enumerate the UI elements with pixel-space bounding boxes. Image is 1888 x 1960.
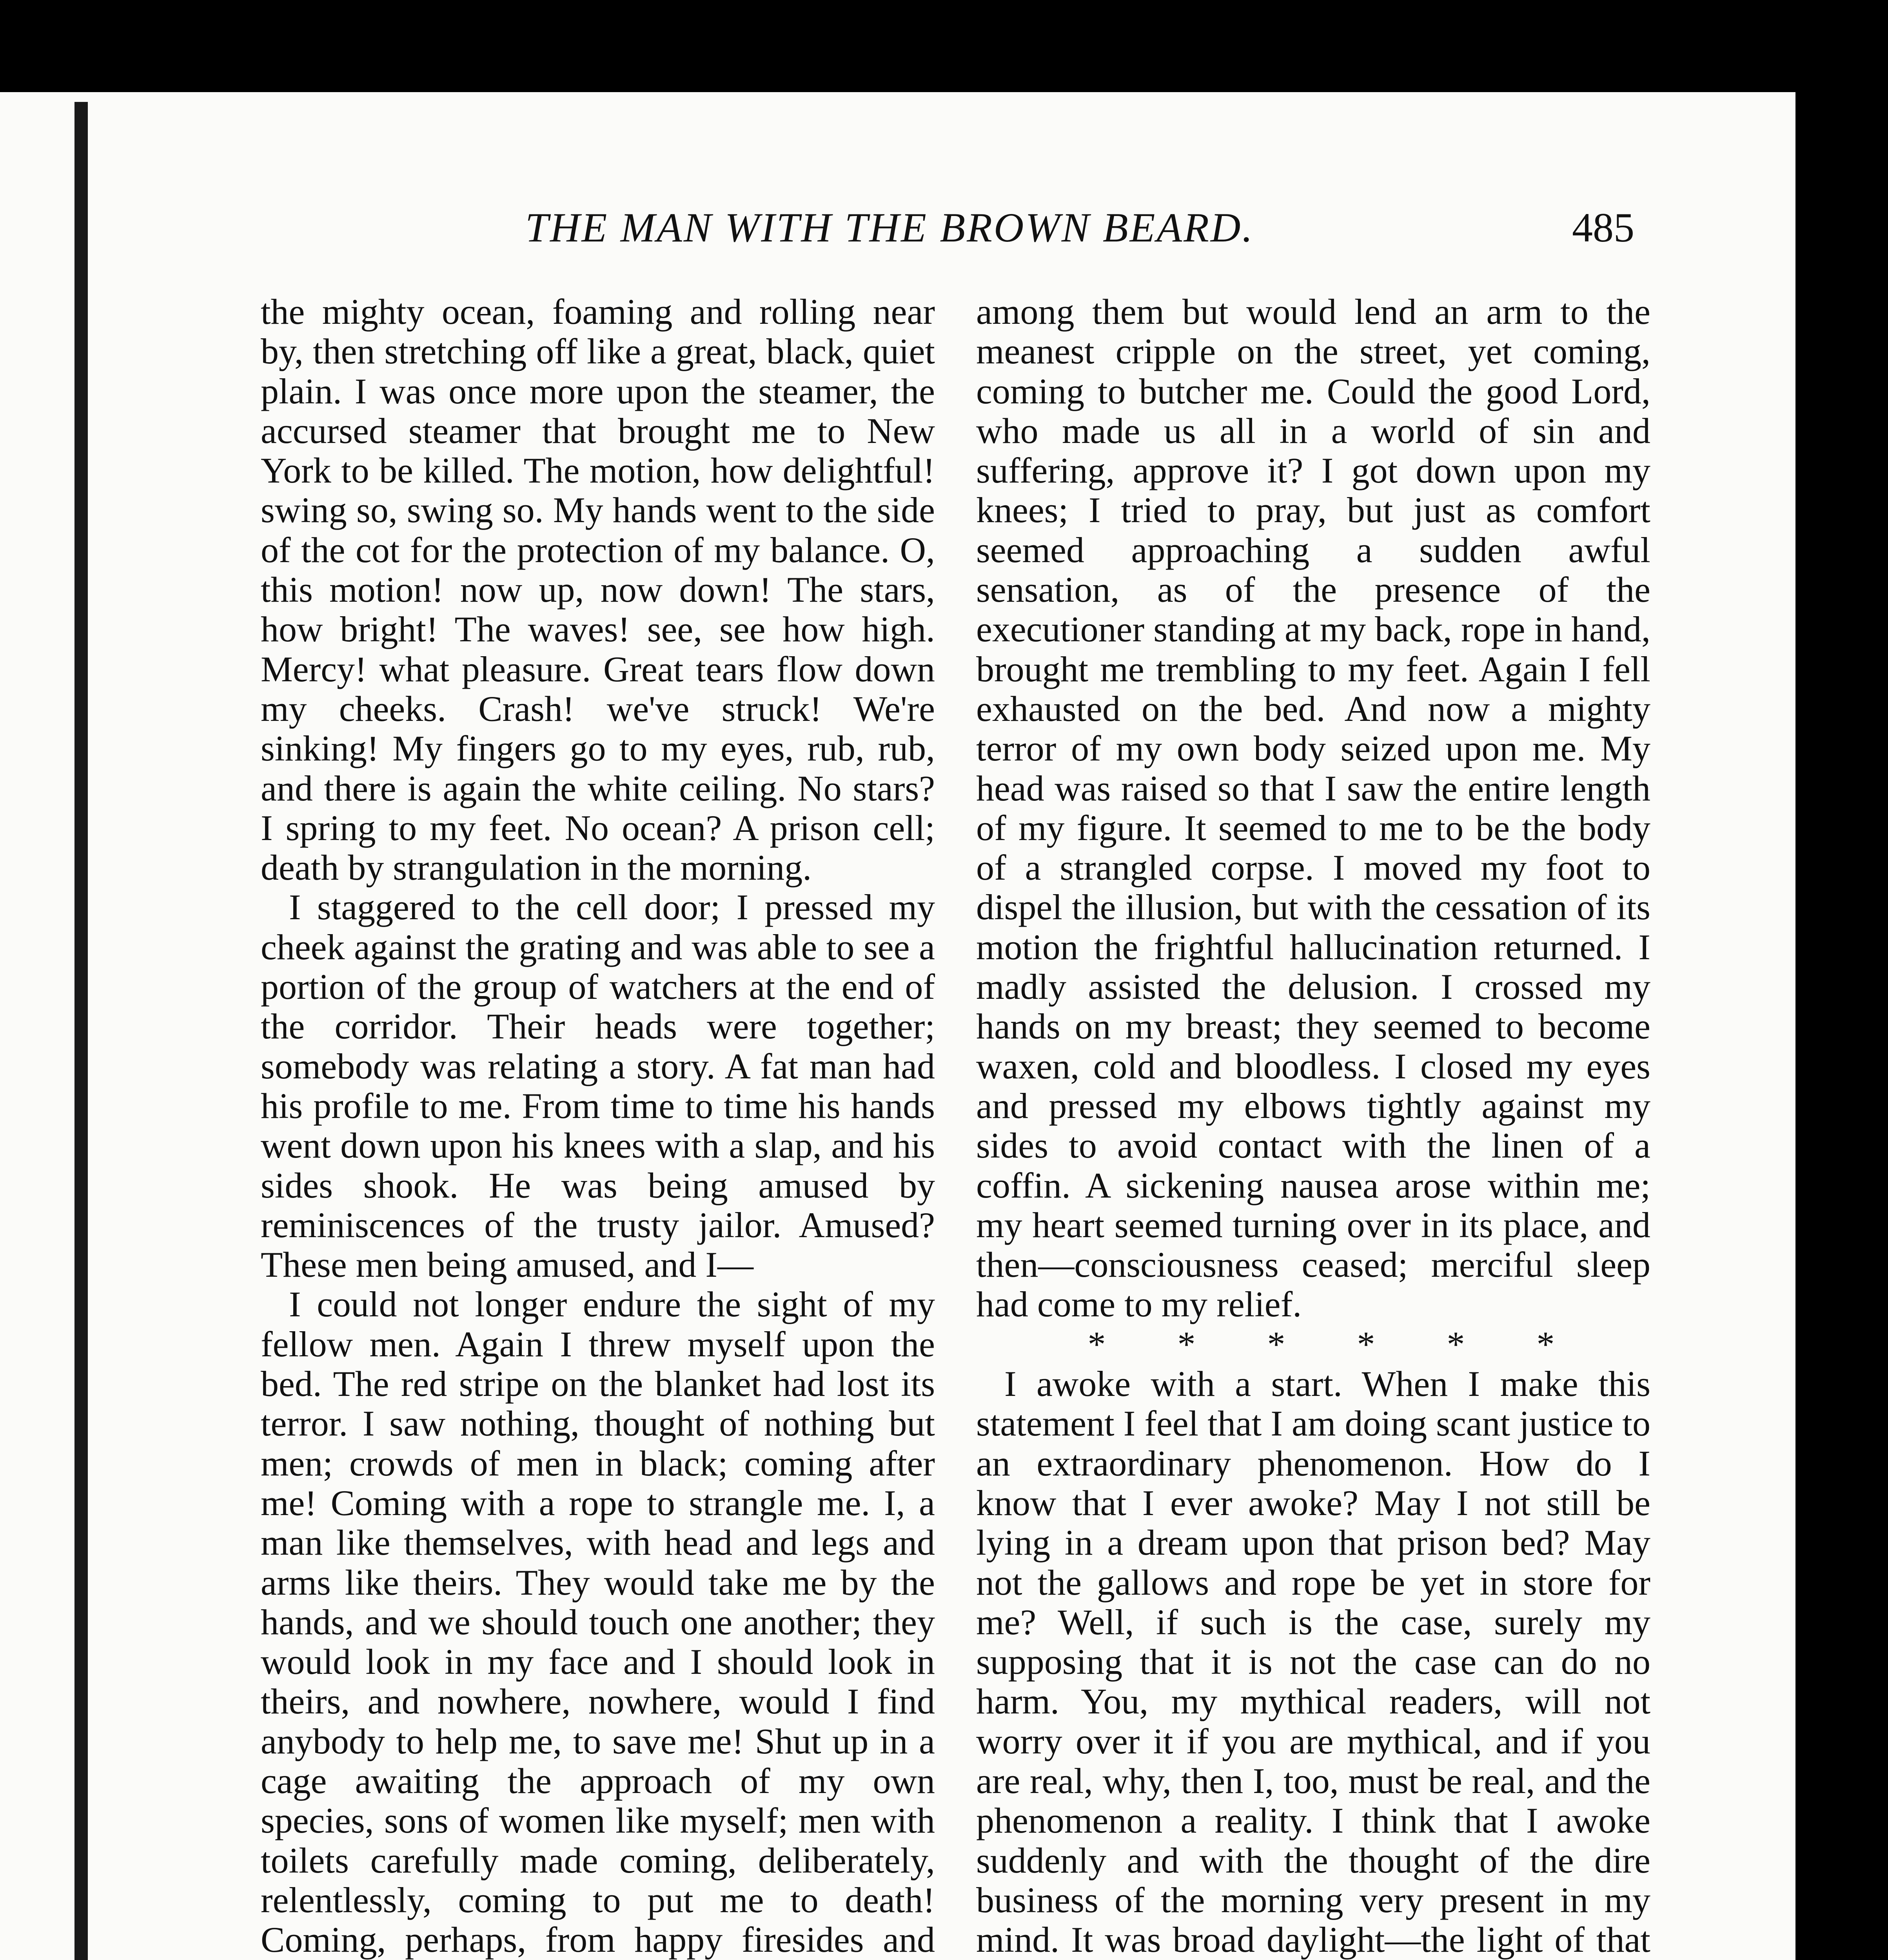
page-number: 485 (1572, 205, 1634, 250)
running-title: THE MAN WITH THE BROWN BEARD. (525, 205, 1254, 250)
paragraph: among them but would lend an arm to the meanest cripple on the street, yet coming, coming to butcher me. Could the good Lord, who made us all in a world of sin and suffering, approve it? I got down upon my knees; I tried to pray, but just as comfort seemed approaching a sudden awful sensation, as of the presence of the executioner standing at my back, rope in hand, brought me trembling to my feet. Again I fell exhausted on the bed. And now a mighty terror of my own body seized upon me. My head was raised so that I saw the entire length of my figure. It seemed to me to be the body of a strangled corpse. I moved my foot to dispel the illusion, but with the cessation of its motion the frightful hallucination returned. I madly assisted the delusion. I crossed my hands on my breast; they seemed to become waxen, cold and bloodless. I closed my eyes and pressed my elbows tightly against my sides to avoid contact with the linen of a coffin. A sickening nausea arose within me; my heart seemed turning over in its place, and then—consciousness ceased; merciful sleep had come to my relief. (976, 292, 1650, 1325)
section-break: * * * * * * (1087, 1324, 1586, 1364)
right-text-column (976, 292, 1650, 1960)
page-binding-edge (74, 102, 88, 1960)
paragraph: I could not longer endure the sight of my fellow men. Again I threw myself upon the bed. The red stripe on the blanket had lost its terror. I saw nothing, thought of nothing but men; crowds of men in black; coming after me! Coming with a rope to strangle me. I, a man like themselves, with head and legs and arms like theirs. They would take me by the hands, and we should touch one another; they would look in my face and I should look in theirs, and nowhere, nowhere, would I find anybody to help me, to save me! Shut up in a cage awaiting the approach of my own species, sons of women like myself; men with toilets carefully made coming, deliberately, relentlessly, coming to put me to death! Coming, perhaps, from happy firesides and (261, 1284, 935, 1960)
paragraph: the mighty ocean, foaming and rolling near by, then stretching off like a great, black, quiet plain. I was once more upon the steamer, the accursed steamer that brought me to New York to be killed. The motion, how delightful! swing so, swing so. My hands went to the side of the cot for the protection of my balance. O, this motion! now up, now down! The stars, how bright! The waves! see, see how high. Mercy! what pleasure. Great tears flow down my cheeks. Crash! we've struck! We're sinking! My fingers go to my eyes, rub, rub, and there is again the white ceiling. No stars? I spring to my feet. No ocean? A prison cell; death by strangulation in the morning. (261, 292, 935, 888)
left-text-column (261, 292, 935, 1960)
paragraph: I awoke with a start. When I make this statement I feel that I am doing scant justice to an extraordinary phenomenon. How do I know that I ever awoke? May I not still be lying in a dream upon that prison bed? May not the gallows and rope be yet in store for me? Well, if such is the case, surely my supposing that it is not the case can do no harm. You, my mythical readers, will not worry over it if you are mythical, and if you are real, why, then I, too, must be real, and the phenomenon a reality. I think that I awoke suddenly and with the thought of the dire business of the morning very present in my mind. It was broad daylight—the light of that (976, 1364, 1650, 1960)
paragraph: I staggered to the cell door; I pressed my cheek against the grating and was able to see a portion of the group of watchers at the end of the corridor. Their heads were together; somebody was relating a story. A fat man had his profile to me. From time to time his hands went down upon his knees with a slap, and his sides shook. He was being amused by reminiscences of the trusty jailor. Amused? These men being amused, and I— (261, 887, 935, 1285)
